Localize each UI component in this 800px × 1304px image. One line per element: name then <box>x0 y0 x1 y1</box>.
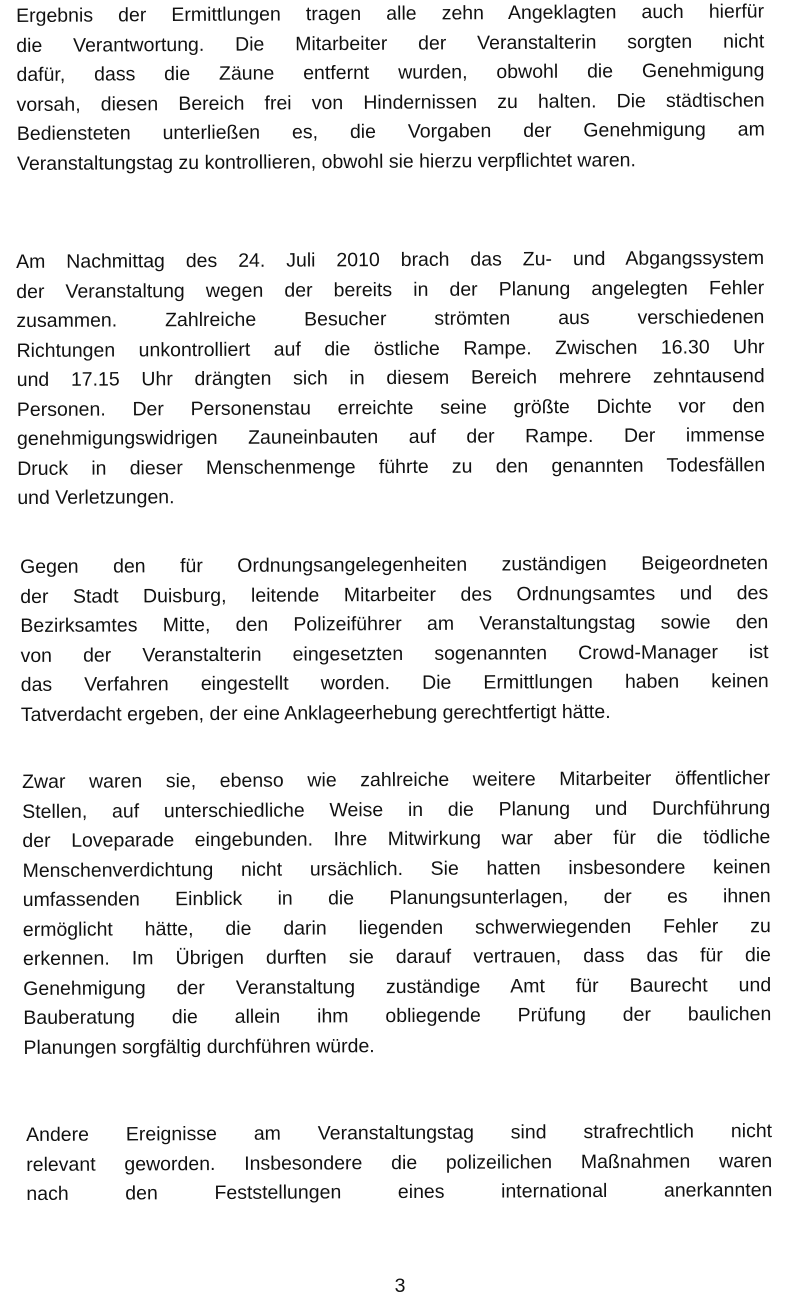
text-line: zusammen. Zahlreiche Besucher strömten aus verschiedenen <box>16 306 765 332</box>
text-line: erkennen. Im Übrigen durften sie darauf vertrauen, dass das für die <box>22 944 772 970</box>
text-line: relevant geworden. Insbesondere die polizeilichen Maßnahmen waren <box>26 1149 773 1176</box>
page-number: 3 <box>394 1275 406 1297</box>
text-line: Zwar waren sie, ebenso wie zahlreiche weitere Mitarbeiter öffentlicher <box>22 767 771 793</box>
text-line: und Verletzungen. <box>17 486 175 509</box>
text-line: Genehmigung der Veranstaltung zuständige Amt für Baurecht und <box>23 973 772 1000</box>
text-line: Am Nachmittag des 24. Juli 2010 brach das Zu- und Abgangssystem <box>16 247 765 273</box>
paragraph-events-afternoon <box>16 244 765 513</box>
text-line: der Stadt Duisburg, leitende Mitarbeiter des Ordnungsamtes und des <box>20 581 769 608</box>
text-line: dafür, dass die Zäune entfernt wurden, obwohl die Genehmigung <box>16 59 765 86</box>
text-line: Bauberatung die allein ihm obliegende Prüfung der baulichen <box>23 1003 772 1029</box>
paragraph-involvement <box>22 764 772 1063</box>
text-line: Bediensteten unterließen es, die Vorgaben der Genehmigung am <box>16 118 765 145</box>
paragraph-other-events <box>26 1117 772 1209</box>
text-line: Planungen sorgfältig durchführen würde. <box>23 1034 375 1059</box>
text-line: Gegen den für Ordnungsangelegenheiten zuständigen Beigeordneten <box>20 552 769 578</box>
text-line: Menschenverdichtung nicht ursächlich. Sie hatten insbesondere keinen <box>22 855 771 882</box>
text-line: Stellen, auf unterschiedliche Weise in die Planung und Durchführung <box>22 796 771 823</box>
text-line: Druck in dieser Menschenmenge führte zu den genannten Todesfällen <box>17 453 766 480</box>
text-line: ermöglicht hätte, die darin liegenden schwerwiegenden Fehler zu <box>22 914 771 941</box>
text-line: Ergebnis der Ermittlungen tragen alle zehn Angeklagten auch hierfür <box>16 0 765 27</box>
paragraph-proceedings-discontinued <box>20 549 769 730</box>
text-line: der Loveparade eingebunden. Ihre Mitwirkung war aber für die tödliche <box>22 826 771 852</box>
paragraph-responsibility <box>16 0 765 179</box>
text-line: vorsah, diesen Bereich frei von Hindernissen zu halten. Die städtischen <box>16 88 765 116</box>
text-line: Tatverdacht ergeben, der eine Anklageerhebung gerechtfertigt hätte. <box>20 700 611 726</box>
text-line: Andere Ereignisse am Veranstaltungstag sind strafrechtlich nicht <box>26 1120 773 1146</box>
text-line: nach den Feststellungen eines international anerkannten <box>26 1179 773 1205</box>
text-line: Bezirksamtes Mitte, den Polizeiführer am Veranstaltungstag sowie den <box>20 611 769 637</box>
text-line: von der Veranstalterin eingesetzten sogenannten Crowd-Manager ist <box>20 640 769 667</box>
text-line: Veranstaltungstag zu kontrollieren, obwohl sie hierzu verpflichtet waren. <box>16 148 636 175</box>
text-line: das Verfahren eingestellt worden. Die Ermittlungen haben keinen <box>20 670 769 696</box>
text-line: die Verantwortung. Die Mitarbeiter der Veranstalterin sorgten nicht <box>16 29 765 57</box>
text-line: Richtungen unkontrolliert auf die östliche Rampe. Zwischen 16.30 Uhr <box>16 335 765 362</box>
text-line: umfassenden Einblick in die Planungsunterlagen, der es ihnen <box>22 885 771 911</box>
text-line: genehmigungswidrigen Zauneinbauten auf der Rampe. Der immense <box>16 424 766 450</box>
text-line: der Veranstaltung wegen der bereits in der Planung angelegten Fehler <box>16 276 765 303</box>
text-line: Personen. Der Personenstau erreichte seine größte Dichte vor den <box>16 394 765 421</box>
text-line: und 17.15 Uhr drängten sich in diesem Bereich mehrere zehntausend <box>16 365 765 391</box>
